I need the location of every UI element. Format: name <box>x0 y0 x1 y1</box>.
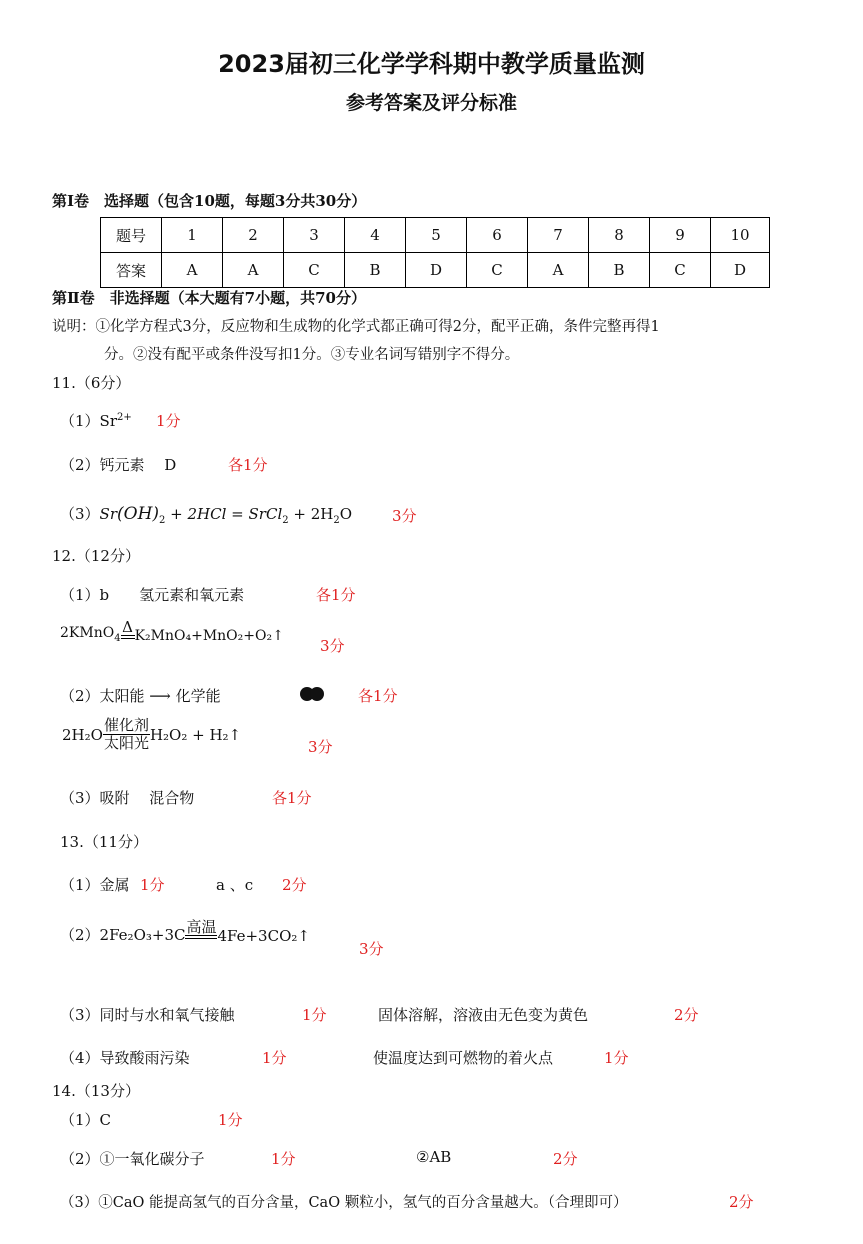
question-number: 6 <box>467 218 528 253</box>
q13-part1-b: a 、c <box>216 876 254 894</box>
q12-p2-score: 各1分 <box>358 687 398 705</box>
question-11-title: 11.（6分） <box>52 374 131 392</box>
q12-p3-score: 各1分 <box>272 789 312 807</box>
q13-p1-score: 1分 <box>140 876 165 894</box>
q11-eq-sub3: 2 <box>333 515 340 526</box>
q11-p1-label: （1）Sr <box>60 412 117 430</box>
q12-eq2-score: 3分 <box>308 738 333 756</box>
q12-eq1-right: K₂MnO₄+MnO₂+O₂↑ <box>134 628 284 644</box>
answer-table <box>100 217 770 288</box>
q11-p1-score: 1分 <box>156 412 181 430</box>
q12-part2: （2）太阳能 ⟶ 化学能 <box>60 687 221 705</box>
question-number: 2 <box>223 218 284 253</box>
answer-cell: D <box>711 253 770 288</box>
answer-cell: B <box>589 253 650 288</box>
q13-p4-score: 1分 <box>262 1049 287 1067</box>
q14-p1-score: 1分 <box>218 1111 243 1129</box>
q13-p2-score: 3分 <box>359 940 384 958</box>
question-number: 7 <box>528 218 589 253</box>
question-14-title: 14.（13分） <box>52 1082 140 1100</box>
answer-cell: C <box>650 253 711 288</box>
answer-cell: D <box>406 253 467 288</box>
q13-eq-condition: 高温 <box>185 920 217 945</box>
answer-cell: C <box>284 253 345 288</box>
table-row-answers <box>101 253 770 288</box>
q13-p1-score2: 2分 <box>282 876 307 894</box>
q12-eq1-score: 3分 <box>320 637 345 655</box>
scoring-note: 说明：①化学方程式3分，反应物和生成物的化学式都正确可得2分，配平正确，条件完整再得1 <box>52 319 660 335</box>
page-subtitle: 参考答案及评分标准 <box>345 92 517 114</box>
question-number: 9 <box>650 218 711 253</box>
answer-cell: A <box>162 253 223 288</box>
q11-eq-sub1: 2 <box>159 515 166 526</box>
q11-part3 <box>60 503 352 526</box>
q11-eq-hcl: + 2HCl = SrCl <box>165 505 283 523</box>
question-number: 10 <box>711 218 770 253</box>
q11-part1 <box>60 410 132 431</box>
q14-p2-score2: 2分 <box>553 1150 578 1168</box>
page-title: 2023届初三化学学科期中教学质量监测 <box>218 50 645 78</box>
q14-part2-b: ②AB <box>416 1148 452 1166</box>
q14-p2-score: 1分 <box>271 1150 296 1168</box>
q13-part4: （4）导致酸雨污染 <box>60 1049 190 1067</box>
q12-equation-1 <box>60 620 284 644</box>
q13-eq-right: 4Fe+3CO₂↑ <box>217 927 310 945</box>
q13-equation <box>60 920 310 945</box>
q11-eq-sub2: 2 <box>282 515 289 526</box>
part1-heading: 第Ⅰ卷 选择题（包含10题，每题3分共30分） <box>52 192 367 210</box>
part2-heading: 第Ⅱ卷 非选择题（本大题有7小题，共70分） <box>52 289 366 307</box>
question-number: 4 <box>345 218 406 253</box>
q11-p3-score: 3分 <box>392 507 417 525</box>
q11-p3-label: （3） <box>60 505 100 523</box>
q12-eq2-right: H₂O₂ + H₂↑ <box>149 725 242 744</box>
table-row-numbers <box>101 218 770 253</box>
q11-eq-h: + 2H <box>288 505 334 523</box>
q13-part3-b: 固体溶解，溶液由无色变为黄色 <box>378 1006 589 1024</box>
q11-p1-charge: 2+ <box>117 412 132 423</box>
answer-cell: A <box>223 253 284 288</box>
q12-eq1-left: 2KMnO$_4$ <box>60 625 121 644</box>
q13-p3-score: 1分 <box>302 1006 327 1024</box>
question-number: 1 <box>162 218 223 253</box>
q12-eq2-left: 2H₂O <box>62 725 103 744</box>
q13-part4-b: 使温度达到可燃物的着火点 <box>373 1049 554 1067</box>
q13-p3-score2: 2分 <box>674 1006 699 1024</box>
q12-eq2-condition: $\frac{\text{催化剂}}{\text{太阳光}}$ <box>103 716 149 752</box>
scoring-note-cont: 分。②没有配平或条件没写扣1分。③专业名词写错别字不得分。 <box>104 347 520 363</box>
q11-eq-o: O <box>339 505 353 523</box>
q12-equation-2 <box>62 718 241 751</box>
question-number: 3 <box>284 218 345 253</box>
q11-p2-score: 各1分 <box>228 456 268 474</box>
row-label-answer: 答案 <box>101 253 162 288</box>
q14-part3: （3）①CaO 能提高氢气的百分含量，CaO 颗粒小，氢气的百分含量越大。（合理即可） <box>60 1195 628 1211</box>
q11-part2: （2）钙元素 D <box>60 456 177 474</box>
q14-part1: （1）C <box>60 1111 112 1129</box>
q12-part3: （3）吸附 混合物 <box>60 789 195 807</box>
q13-part1: （1）金属 <box>60 876 130 894</box>
answer-cell: B <box>345 253 406 288</box>
q12-part1: （1）b 氢元素和氧元素 <box>60 586 245 604</box>
q12-molecule-icon <box>300 686 324 705</box>
q14-part2: （2）①一氧化碳分子 <box>60 1150 205 1168</box>
question-number: 5 <box>406 218 467 253</box>
question-12-title: 12.（12分） <box>52 547 140 565</box>
q13-eq-left: （2）2Fe₂O₃+3C <box>60 926 186 944</box>
question-13-title: 13.（11分） <box>60 833 148 851</box>
q13-part3: （3）同时与水和氧气接触 <box>60 1006 235 1024</box>
q13-p4-score2: 1分 <box>604 1049 629 1067</box>
q12-eq1-condition: Δ <box>121 620 135 644</box>
row-label-number: 题号 <box>101 218 162 253</box>
q14-p3-score: 2分 <box>729 1193 754 1211</box>
answer-cell: A <box>528 253 589 288</box>
q11-eq-sr: Sr <box>99 505 117 523</box>
answer-cell: C <box>467 253 528 288</box>
q11-eq-oh: (OH) <box>117 504 160 524</box>
question-number: 8 <box>589 218 650 253</box>
q12-p1-score: 各1分 <box>316 586 356 604</box>
